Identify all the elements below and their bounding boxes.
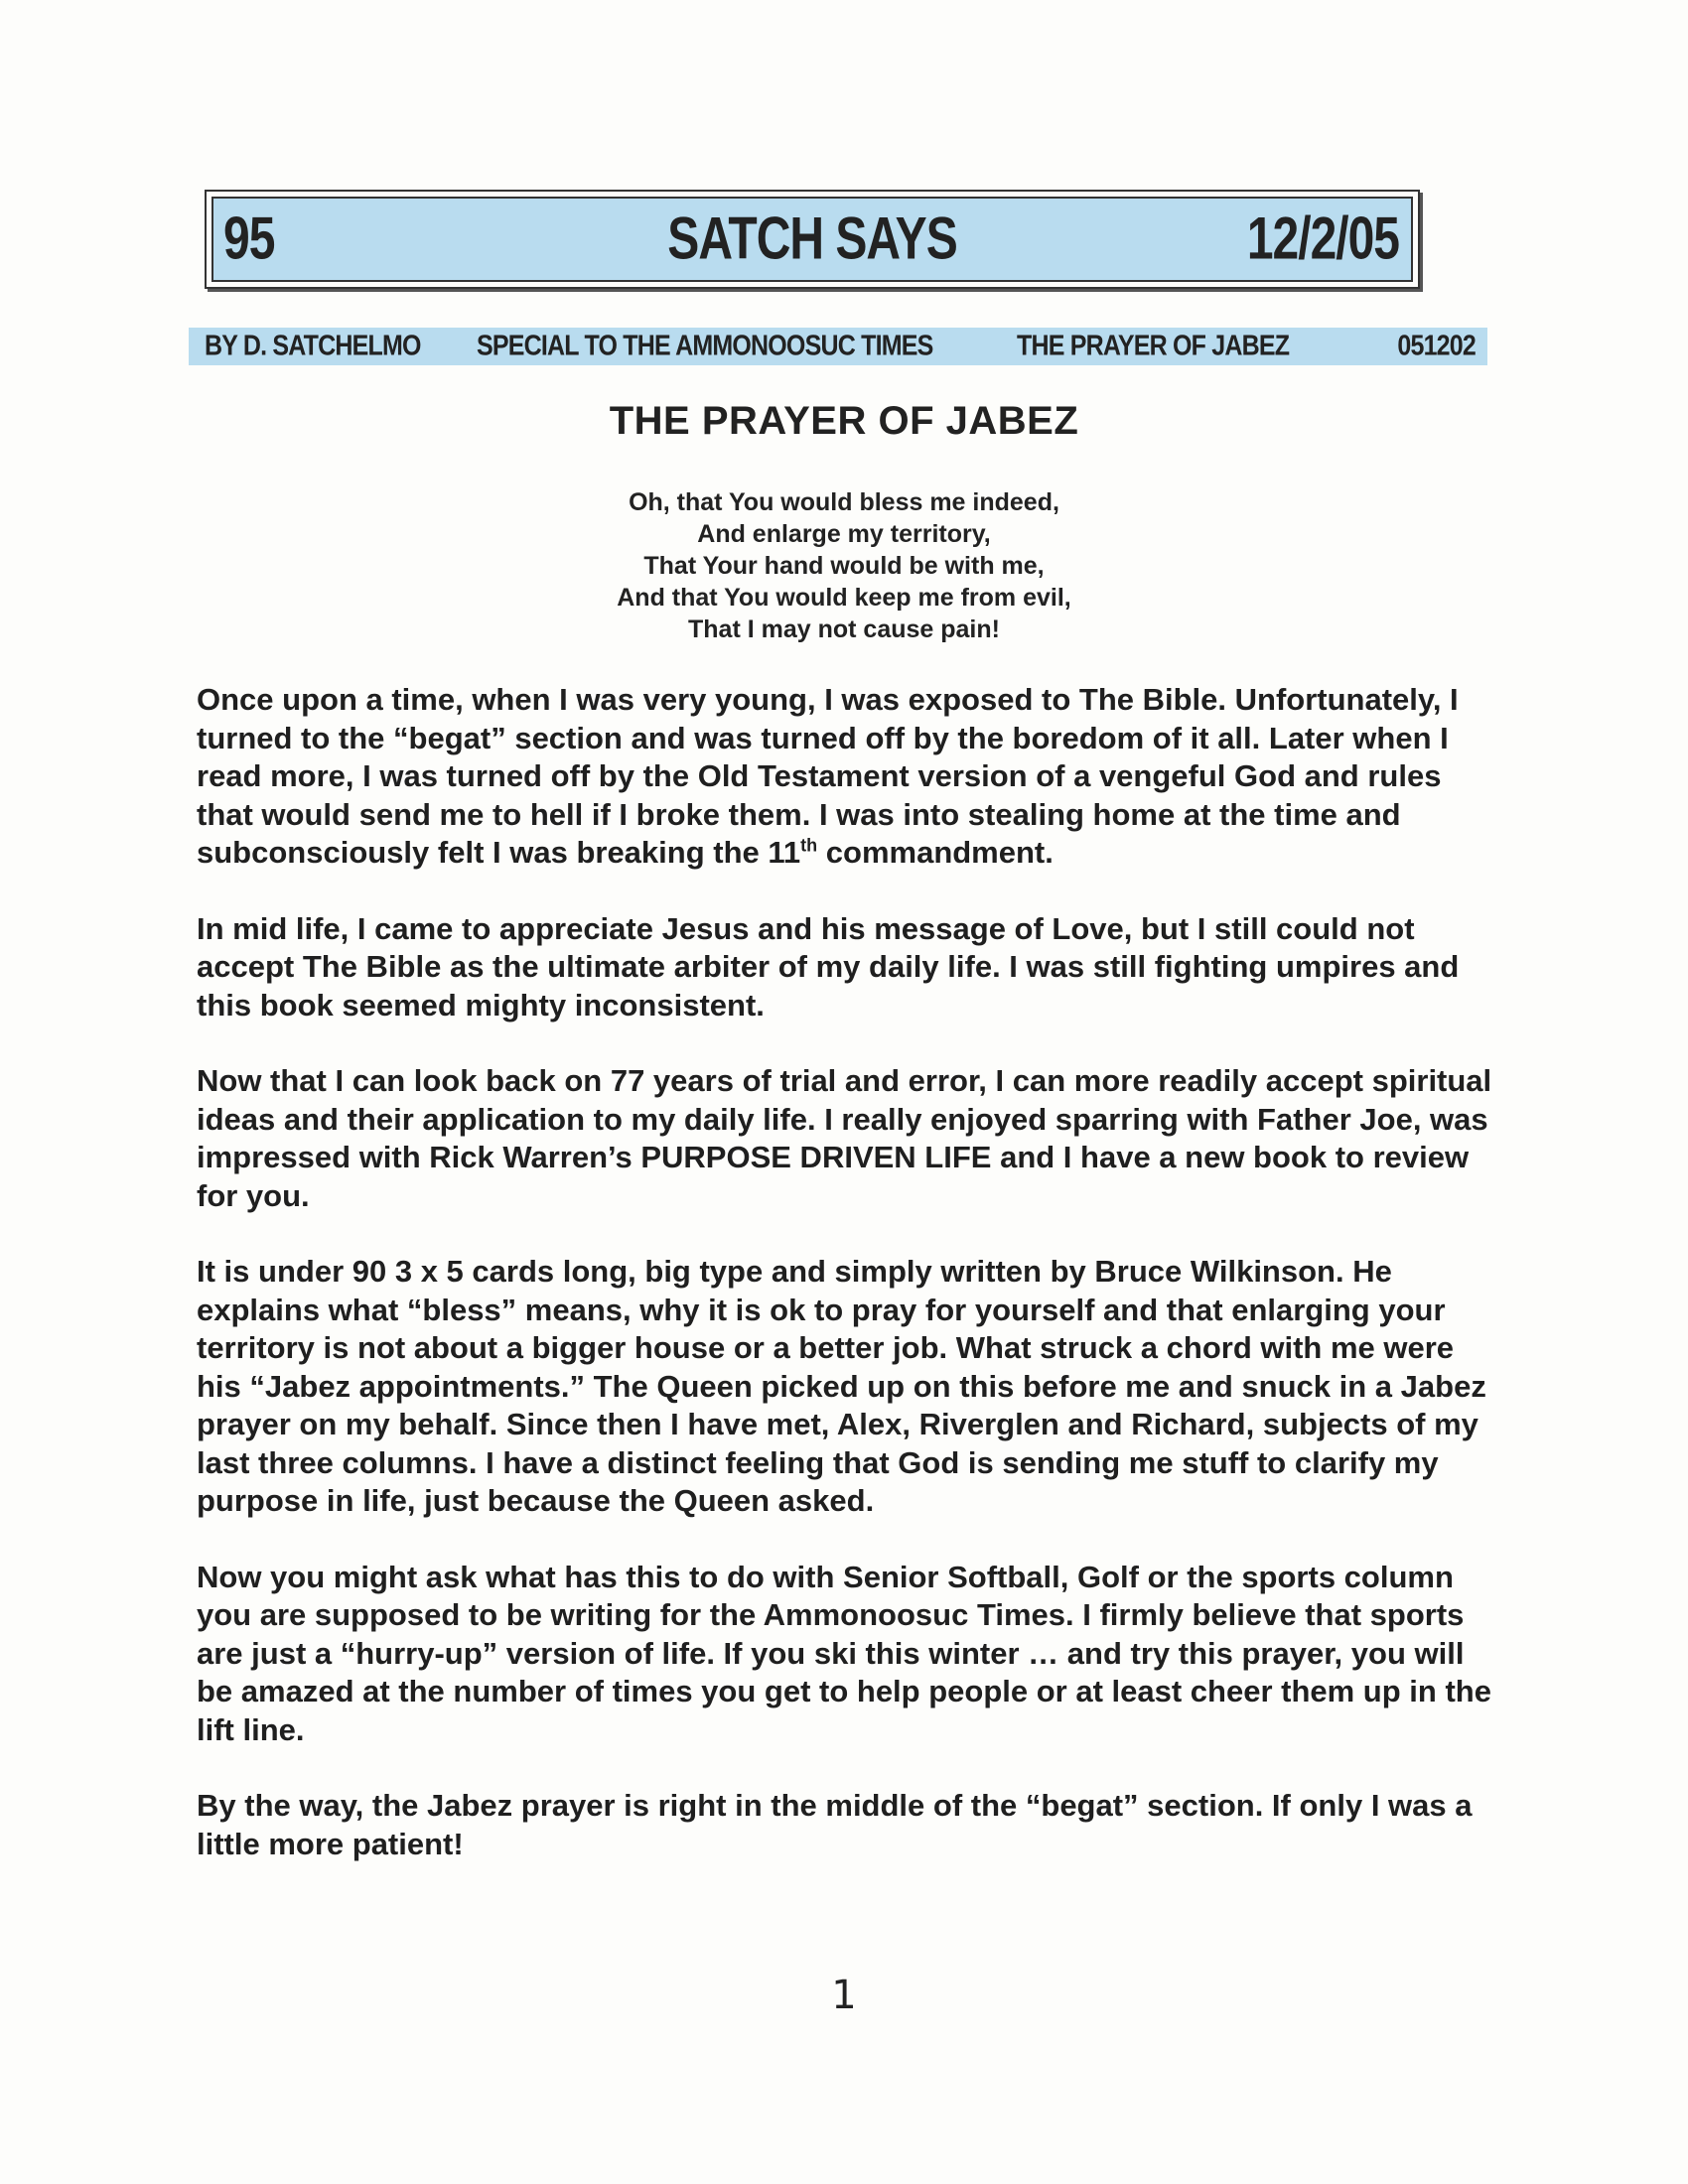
byline-author: BY D. SATCHELMO [205,330,421,362]
ordinal-suffix: th [800,835,818,856]
paragraph-tail: commandment. [817,835,1054,870]
column-header-banner [205,190,1420,289]
paragraph: It is under 90 3 x 5 cards long, big type and simply written by Bruce Wilkinson. He explains what “bless” means, why it is ok to pray for yourself and that enlarging your territory is not about a bigger house or a better job. What struck a chord with me were his “Jabez appointments.” The Queen picked up on this before me and snuck in a Jabez prayer on my behalf. Since then I have met, Alex, Riverglen and Richard, subjects of my last three columns. I have a distinct feeling that God is sending me stuff to clarify my purpose in life, just because the Queen asked. [197,1254,1486,1518]
byline-band [189,328,1487,365]
column-date: 12/2/05 [1246,205,1399,273]
page-number: 1 [831,1973,857,2018]
prayer-verse [0,486,1688,645]
column-number: 95 [223,205,275,273]
paragraph [197,681,1497,873]
byline-topic: THE PRAYER OF JABEZ [1017,330,1290,362]
prayer-line: And enlarge my territory, [697,520,991,548]
column-title: SATCH SAYS [667,205,957,273]
paragraph: Now that I can look back on 77 years of trial and error, I can more readily accept spiritual ideas and their application to my daily life. I really enjoyed sparring with Father Joe, was impressed with Rick Warren’s PURPOSE DRIVEN LIFE and I have a new book to review for you. [197,1063,1492,1213]
byline-code: 051202 [1397,330,1476,362]
article-body [197,681,1497,1901]
article-title: THE PRAYER OF JABEZ [609,399,1079,443]
paragraph: In mid life, I came to appreciate Jesus and his message of Love, but I still could not accept The Bible as the ultimate arbiter of my daily life. I was still fighting umpires and this book seemed mighty inconsistent. [197,910,1460,1023]
prayer-line: And that You would keep me from evil, [617,584,1071,612]
paragraph: Now you might ask what has this to do with Senior Softball, Golf or the sports column you are supposed to be writing for the Ammonoosuc Times. I firmly believe that sports are just a “hurry-up” version of life. If you ski this winter … and try this prayer, you will be amazed at the number of times you get to help people or at least cheer them up in the lift line. [197,1559,1491,1747]
paragraph: By the way, the Jabez prayer is right in the middle of the “begat” section. If only I was a little more patient! [197,1788,1473,1861]
column-header-band [211,197,1413,282]
prayer-line: Oh, that You would bless me indeed, [629,488,1059,516]
paragraph-text: Once upon a time, when I was very young, I was exposed to The Bible. Unfortunately, I turned to the “begat” section and was turned off by the boredom of it all. Later when I read more, I was turned off by the Old Testament version of a vengeful God and rules that would send me to hell if I broke them. I was into stealing home at the time and subconsciously felt I was breaking the 11 [197,682,1459,870]
byline-publication: SPECIAL TO THE AMMONOOSUC TIMES [477,330,933,362]
prayer-line: That Your hand would be with me, [643,552,1045,580]
prayer-line: That I may not cause pain! [688,615,1000,643]
